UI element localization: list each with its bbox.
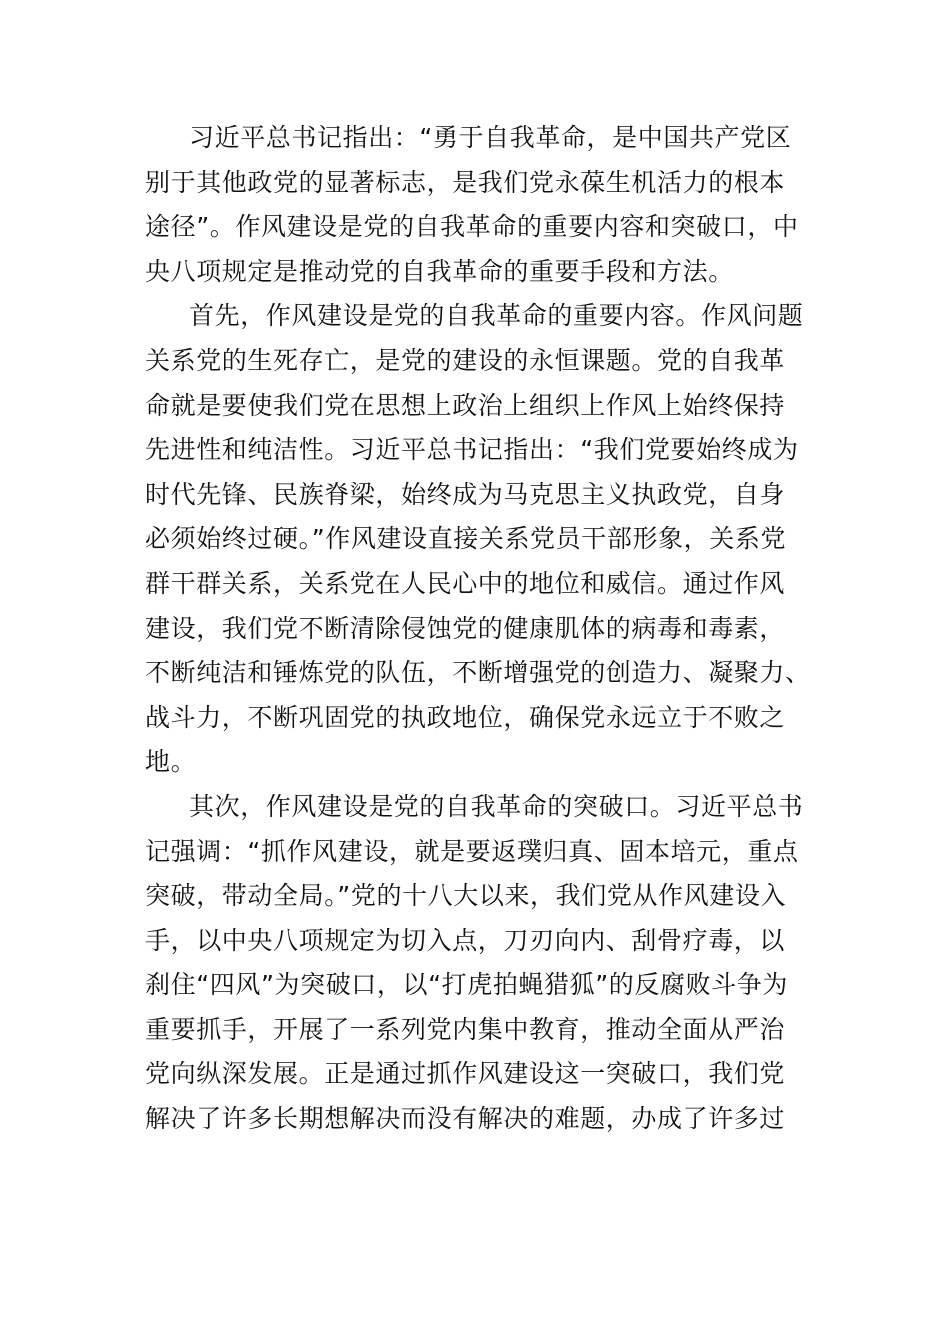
text-line: 群干群关系，关系党在人民心中的地位和威信。通过作风 bbox=[145, 568, 786, 598]
text-line: 央八项规定是推动党的自我革命的重要手段和方法。 bbox=[145, 256, 734, 286]
text-line: 命就是要使我们党在思想上政治上组织上作风上始终保持 bbox=[145, 390, 786, 420]
paragraph bbox=[145, 294, 815, 785]
paragraph bbox=[145, 116, 815, 294]
text-line: 习近平总书记指出：“勇于自我革命，是中国共产党区 bbox=[189, 123, 792, 152]
text-line: 突破，带动全局。”党的十八大以来，我们党从作风建设入 bbox=[145, 881, 787, 911]
text-line: 刹住“四风”为突破口，以“打虎拍蝇猎狐”的反腐败斗争为 bbox=[145, 970, 789, 1000]
paragraph bbox=[145, 785, 815, 1142]
text-line: 记强调：“抓作风建设，就是要返璞归真、固本培元，重点 bbox=[145, 836, 799, 866]
text-line: 途径”。作风建设是党的自我革命的重要内容和突破口，中 bbox=[145, 212, 799, 242]
text-line: 战斗力，不断巩固党的执政地位，确保党永远立于不败之 bbox=[145, 702, 786, 732]
text-line: 地。 bbox=[145, 747, 197, 777]
document-page bbox=[145, 116, 815, 1142]
text-line: 其次，作风建设是党的自我革命的突破口。习近平总书 bbox=[189, 791, 804, 821]
text-line: 关系党的生死存亡，是党的建设的永恒课题。党的自我革 bbox=[145, 345, 786, 375]
text-line: 解决了许多长期想解决而没有解决的难题，办成了许多过 bbox=[145, 1104, 786, 1134]
text-line: 建设，我们党不断清除侵蚀党的健康肌体的病毒和毒素， bbox=[145, 613, 786, 643]
text-line: 不断纯洁和锤炼党的队伍，不断增强党的创造力、凝聚力、 bbox=[145, 658, 811, 688]
text-line: 党向纵深发展。正是通过抓作风建设这一突破口，我们党 bbox=[145, 1059, 786, 1089]
text-line: 手，以中央八项规定为切入点，刀刃向内、刮骨疗毒，以 bbox=[145, 925, 786, 955]
text-line: 首先，作风建设是党的自我革命的重要内容。作风问题 bbox=[189, 301, 804, 331]
text-line: 必须始终过硬。”作风建设直接关系党员干部形象，关系党 bbox=[145, 524, 787, 554]
text-line: 重要抓手，开展了一系列党内集中教育，推动全面从严治 bbox=[145, 1014, 786, 1044]
text-line: 时代先锋、民族脊梁，始终成为马克思主义执政党，自身 bbox=[145, 479, 786, 509]
text-line: 别于其他政党的显著标志，是我们党永葆生机活力的根本 bbox=[145, 167, 786, 197]
text-line: 先进性和纯洁性。习近平总书记指出：“我们党要始终成为 bbox=[145, 435, 799, 465]
